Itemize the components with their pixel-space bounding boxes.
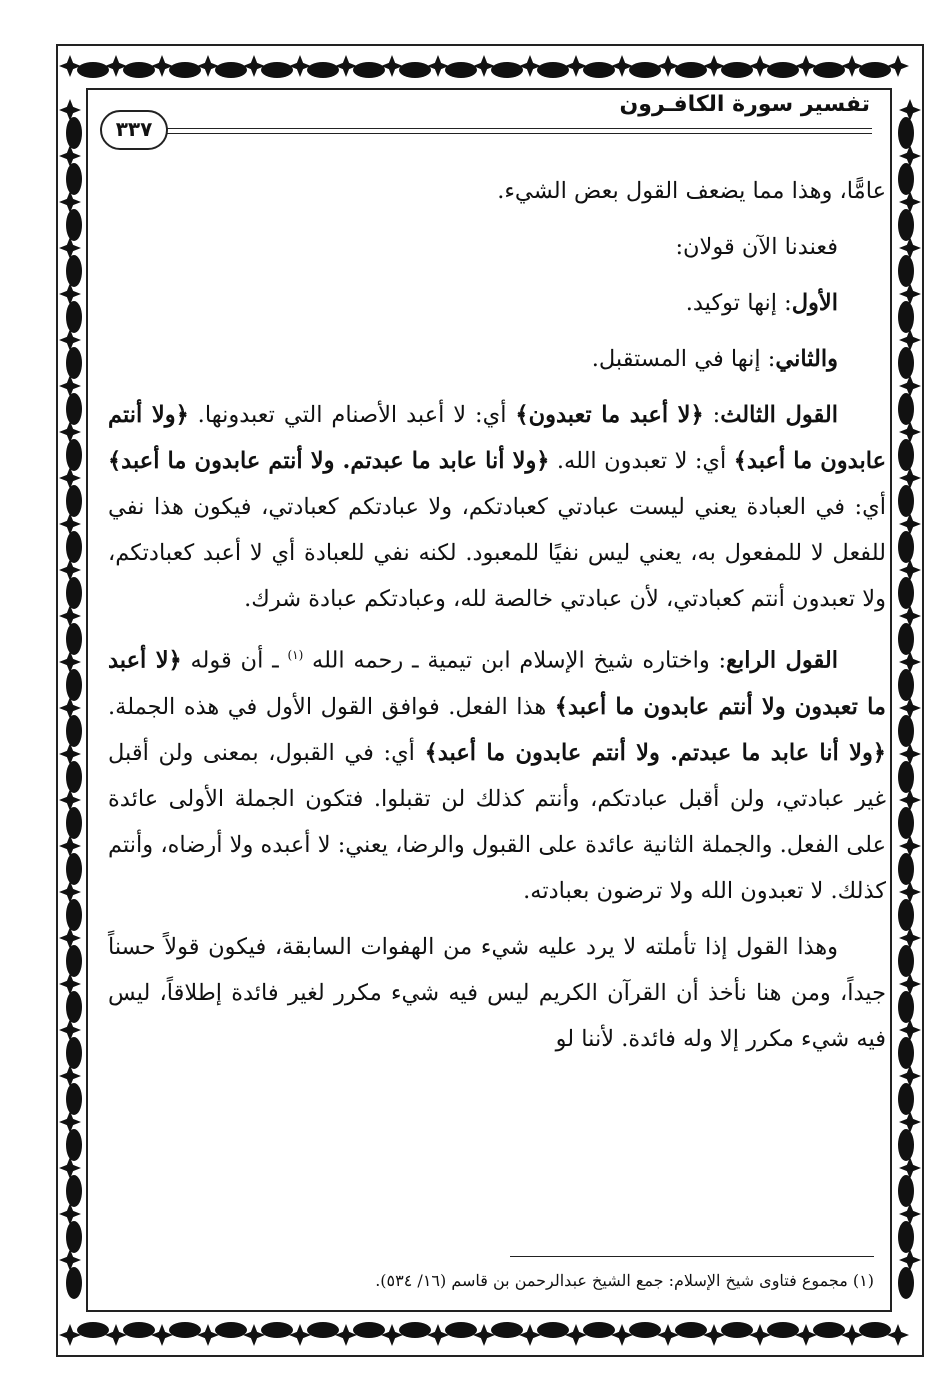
paragraph-6-text-4: أي: في القبول، بمعنى ولن أقبل غير عبادتي، ولن أقبل عبادتكم، وأنتم كذلك لن تقبلوا. فتكون الجملة الأولى عائدة على الفعل. والجملة الثانية عائدة على القبول والرضا، يعني: لا أعبده ولا أرضاه، وأنتم كذلك. لا تعبدون الله ولا ترضون بعبادته. (108, 739, 886, 904)
quran-quote-3: ﴿ولا أنا عابد ما عبدتم. ولا أنتم عابدون ما أعبد﴾ (108, 448, 550, 474)
quran-quote-1: ﴿لا أعبد ما تعبدون﴾ (515, 402, 704, 428)
paragraph-5-text-4: أي: في العبادة يعني ليست عبادتي كعبادتكم، ولا عبادتكم كعبادتي، فيكون هذا نفي للفعل لا للمفعول به، يعني ليس نفيًا للمعبود. لكنه نفي للعبادة أي لا أعبد كعبادتكم، ولا تعبدون أنتم كعبادتي، لأن عبادتي خالصة لله، وعبادتكم عبادة شرك. (108, 494, 886, 612)
running-title: تفسير سورة الكافـرون (619, 92, 870, 117)
header-rule (162, 128, 872, 134)
paragraph-7: وهذا القول إذا تأملته لا يرد عليه شيء من الهفوات السابقة، فيكون قولاً حسناً جيداً، ومن هنا نأخذ أن القرآن الكريم ليس فيه شيء مكرر لغير فائدة إطلاقاً، ليس فيه شيء مكرر إلا وله فائدة. لأننا لو (108, 933, 886, 1052)
paragraph-4-label: والثاني (775, 346, 838, 372)
paragraph-4-text: : إنها في المستقبل. (591, 346, 776, 372)
footnote-separator (510, 1256, 874, 1257)
paragraph-3-label: الأول (791, 290, 838, 316)
paragraph-6-text-2: ـ أن قوله (181, 647, 288, 674)
paragraph-6-label: القول الرابع (726, 647, 838, 674)
paragraph-2: فعندنا الآن قولان: (675, 234, 838, 260)
paragraph-6 (108, 632, 886, 914)
footnote: (١) مجموع فتاوى شيخ الإسلام: جمع الشيخ عبدالرحمن بن قاسم (١٦/ ٥٣٤). (375, 1271, 874, 1290)
paragraph-3-text: : إنها توكيد. (685, 290, 792, 316)
paragraph-5-text-3: أي: لا تعبدون الله. (549, 448, 734, 474)
paragraph-6-text-3: هذا الفعل. فوافق القول الأول في هذه الجملة. (108, 693, 555, 720)
paragraph-5-text-1: : (703, 402, 721, 428)
paragraph-5-text-2: أي: لا أعبد الأصنام التي تعبدونها. (188, 402, 516, 428)
paragraph-4 (108, 336, 886, 382)
footnote-reference: (١) (287, 648, 304, 662)
quran-quote-2: ﴿ولا أنتم عابدون ما أعبد﴾ (108, 402, 886, 474)
paragraph-6-text-1: : واختاره شيخ الإسلام ابن تيمية ـ رحمه الله (303, 647, 727, 674)
paragraph-5 (108, 392, 886, 622)
page-header (100, 92, 882, 150)
paragraph-3 (108, 280, 886, 326)
body-text (108, 168, 886, 1062)
quran-quote-4: ﴿لا أعبد ما تعبدون ولا أنتم عابدون ما أعبد﴾ (108, 647, 886, 720)
paragraph-1: عامًّا، وهذا مما يضعف القول بعض الشيء. (497, 178, 886, 204)
page-number: ٣٣٧ (100, 110, 168, 150)
quran-quote-5: ﴿ولا أنا عابد ما عبدتم. ولا أنتم عابدون ما أعبد﴾ (424, 739, 886, 766)
paragraph-5-label: القول الثالث (720, 402, 838, 428)
